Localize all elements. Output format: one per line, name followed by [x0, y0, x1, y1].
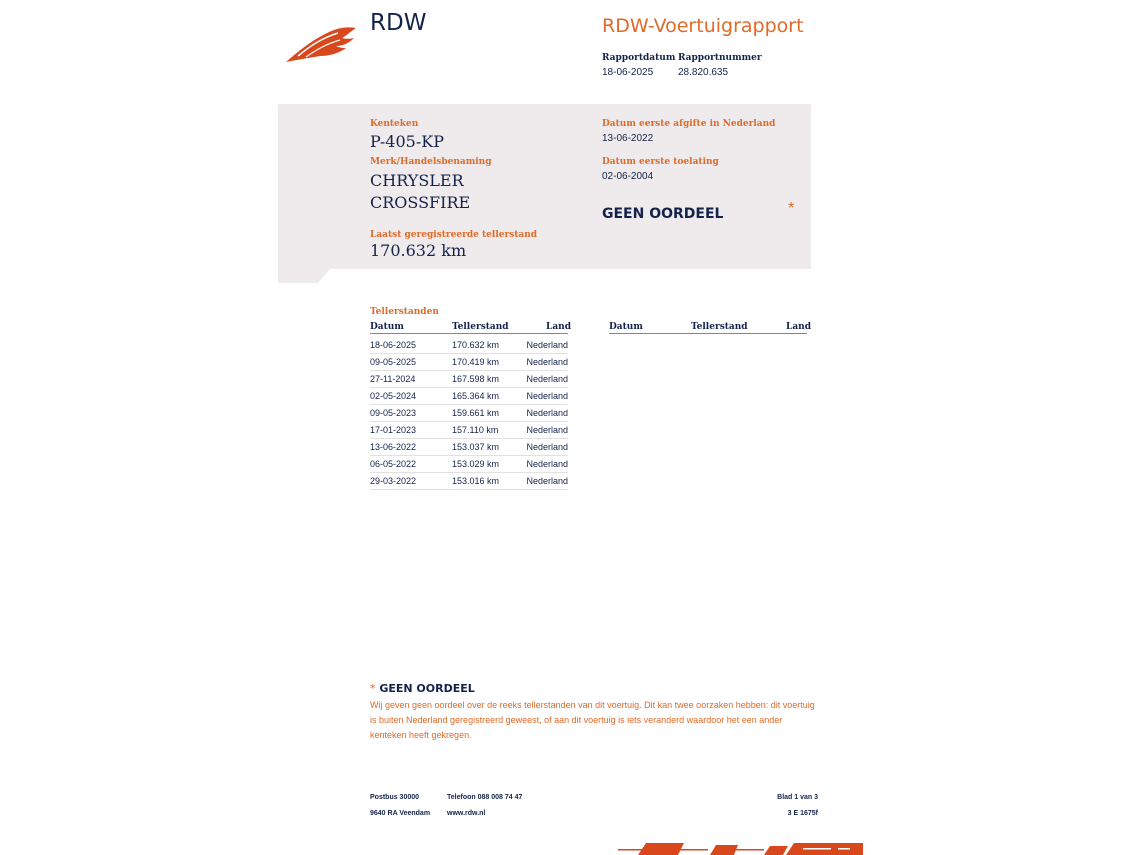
- cell-odometer: 170.419 km: [452, 357, 500, 367]
- report-number-label: Rapportnummer: [678, 53, 762, 63]
- verdict: GEEN OORDEEL: [602, 206, 724, 222]
- vehicle-summary-panel: [278, 104, 811, 283]
- cell-country: Nederland: [526, 391, 568, 401]
- cell-date: 13-06-2022: [370, 442, 417, 452]
- cell-country: Nederland: [526, 425, 568, 435]
- table-row: [370, 387, 568, 405]
- first-admission-date: 02-06-2004: [602, 171, 654, 182]
- footer-doc-code: 3 E 1675f: [787, 810, 818, 817]
- table-row: [370, 455, 568, 473]
- report-title: RDW-Voertuigrapport: [602, 15, 804, 37]
- first-admission-label: Datum eerste toelating: [602, 157, 719, 167]
- cell-date: 02-05-2024: [370, 391, 417, 401]
- rdw-logo-icon: [284, 24, 360, 66]
- cell-odometer: 167.598 km: [452, 374, 500, 384]
- report-number: 28.820.635: [678, 67, 729, 78]
- table-row: [370, 438, 568, 456]
- cell-date: 06-05-2022: [370, 459, 417, 469]
- cell-country: Nederland: [526, 340, 568, 350]
- make-label: Merk/Handelsbenaming: [370, 157, 492, 167]
- plate-label: Kenteken: [370, 119, 419, 129]
- footnote-title-text: GEEN OORDEEL: [379, 682, 475, 695]
- cell-date: 09-05-2023: [370, 408, 417, 418]
- plate-number: P-405-KP: [370, 132, 444, 151]
- table-row: [370, 404, 568, 422]
- table-header-divider: [370, 333, 568, 334]
- cell-country: Nederland: [526, 442, 568, 452]
- report-date-label: Rapportdatum: [602, 53, 676, 63]
- first-nl-date: 13-06-2022: [602, 133, 654, 144]
- report-date: 18-06-2025: [602, 67, 654, 78]
- footnote-title: [370, 682, 475, 695]
- footer-website: www.rdw.nl: [447, 810, 486, 817]
- table-row: [370, 421, 568, 439]
- verdict-footnote-marker: *: [788, 200, 795, 217]
- table-row: [370, 336, 568, 354]
- cell-odometer: 165.364 km: [452, 391, 500, 401]
- cell-country: Nederland: [526, 357, 568, 367]
- cell-date: 29-03-2022: [370, 476, 417, 486]
- cell-odometer: 153.016 km: [452, 476, 500, 486]
- cell-country: Nederland: [526, 476, 568, 486]
- footer-phone: Telefoon 088 008 74 47: [447, 794, 523, 801]
- table-row: [370, 472, 568, 490]
- footer-address-2: 9640 RA Veendam: [370, 810, 431, 817]
- cell-date: 27-11-2024: [370, 374, 416, 384]
- table-row: [370, 353, 568, 371]
- cell-country: Nederland: [526, 408, 568, 418]
- cell-odometer: 153.029 km: [452, 459, 500, 469]
- org-name: RDW: [370, 10, 427, 36]
- cell-odometer: 157.110 km: [452, 425, 499, 435]
- col-country-header: Land: [546, 322, 571, 332]
- cell-odometer: 159.661 km: [452, 408, 500, 418]
- make-line-1: CHRYSLER: [370, 171, 464, 190]
- cell-date: 18-06-2025: [370, 340, 417, 350]
- readings-title: Tellerstanden: [370, 307, 439, 317]
- footnote-body: Wij geven geen oordeel over de reeks tellerstanden van dit voertuig. Dit kan twee oorzaken hebben: dit voertuig is buiten Nederland geregistreerd geweest, of aan dit voertuig is iets veranderd waardoor het een ander kenteken heeft gekregen.: [370, 700, 815, 740]
- odometer-value: 170.632 km: [370, 241, 467, 260]
- cell-date: 09-05-2025: [370, 357, 417, 367]
- cell-country: Nederland: [526, 374, 568, 384]
- cell-date: 17-01-2023: [370, 425, 417, 435]
- col-country-header-right: Land: [786, 322, 811, 332]
- table-header-divider-right: [609, 333, 807, 334]
- table-row: [370, 370, 568, 388]
- odometer-label: Laatst geregistreerde tellerstand: [370, 230, 538, 240]
- cell-odometer: 153.037 km: [452, 442, 500, 452]
- col-odometer-header-right: Tellerstand: [691, 322, 748, 332]
- footer-address-1: Postbus 30000: [370, 794, 420, 801]
- col-date-header: Datum: [370, 322, 404, 332]
- cell-country: Nederland: [526, 459, 568, 469]
- col-date-header-right: Datum: [609, 322, 643, 332]
- cell-odometer: 170.632 km: [452, 340, 500, 350]
- footnote-marker: *: [370, 682, 376, 695]
- col-odometer-header: Tellerstand: [452, 322, 509, 332]
- footer-stripe-icon: [618, 840, 863, 855]
- footer-page-number: Blad 1 van 3: [777, 794, 818, 801]
- make-line-2: CROSSFIRE: [370, 193, 471, 212]
- first-nl-label: Datum eerste afgifte in Nederland: [602, 119, 776, 129]
